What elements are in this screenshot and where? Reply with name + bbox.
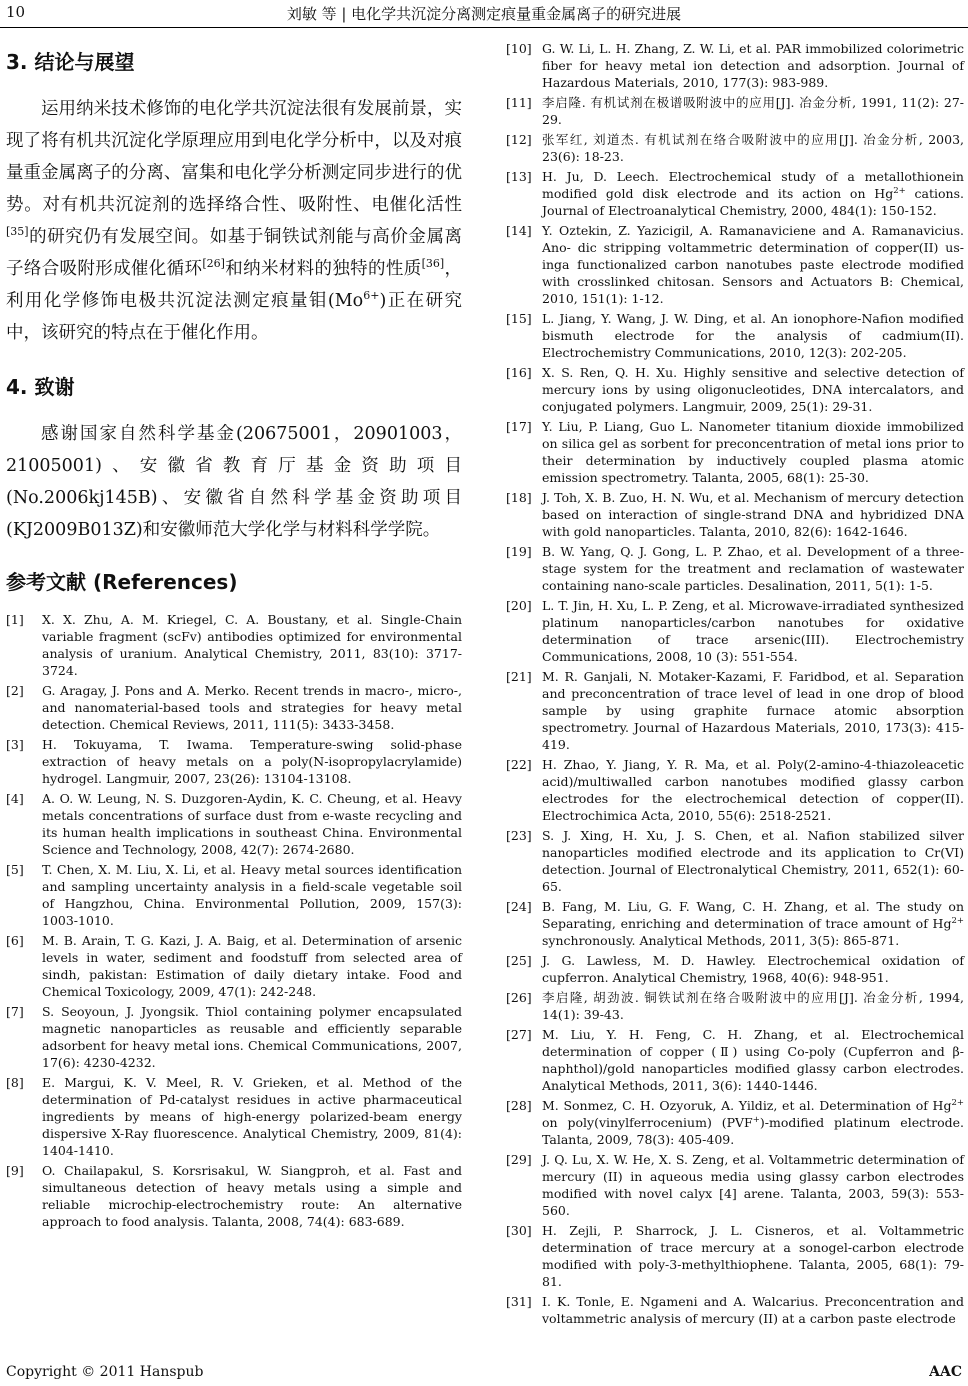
reference-text: J. Q. Lu, X. W. He, X. S. Zeng, et al. Voltammetric determination of mercury (II) in aqueous media using glassy carbon electrodes modified with novel calyx [4] arene. Talanta, 2003, 59(3): 553-560. bbox=[542, 1152, 964, 1218]
reference-number: [18] bbox=[506, 490, 532, 505]
reference-text: M. Liu, Y. H. Feng, C. H. Zhang, et al. Electrochemical determination of copper (Ⅱ) using Co-poly (Cupferron and β-naphthol)/gold nanoparticles modified glassy carbon electrodes. Analytical Methods, 2011, 3(6): 1440-1446. bbox=[542, 1027, 964, 1093]
reference-text: H. Tokuyama, T. Iwama. Temperature-swing solid-phase extraction of heavy metals on a poly(N-isopropylacrylamide) hydrogel. Langmuir, 2007, 23(26): 13104-13108. bbox=[42, 737, 462, 786]
superscript: 2+ bbox=[951, 1097, 964, 1108]
text-run: H. Ju, D. Leech. Electrochemical study of a metallothionein modified gold disk electrode and its action on Hg bbox=[542, 169, 964, 201]
reference-item bbox=[506, 364, 964, 415]
reference-item bbox=[6, 1003, 462, 1071]
reference-text: Y. Oztekin, Z. Yazicigil, A. Ramanaviciene and A. Ramanavicius. Ano- dic stripping voltammetric determination of copper(II) us-inga functionalized carbon nanotubes paste electrode modified with crosslinked chitosan. Sensors and Actuators B: Chemical, 2010, 151(1): 1-12. bbox=[542, 223, 964, 306]
reference-text: H. Zhao, Y. Jiang, Y. R. Ma, et al. Poly(2-amino-4-thiazoleacetic acid)/multiwalled carbon nanotubes modified glassy carbon electrodes for the electrochemical detection of copper(II). Electrochimica Acta, 2010, 55(6): 2518-2521. bbox=[542, 757, 964, 823]
text-run: )正在研究中，该研究的特点在于催化作用。 bbox=[6, 291, 463, 343]
reference-number: [20] bbox=[506, 598, 532, 613]
reference-item bbox=[506, 489, 964, 540]
reference-item bbox=[6, 1074, 462, 1159]
reference-number: [11] bbox=[506, 95, 532, 110]
reference-number: [28] bbox=[506, 1098, 532, 1113]
reference-text: X. S. Ren, Q. H. Xu. Highly sensitive and selective detection of mercury ions by using oligonucleotides, DNA intercalators, and conjugated polymers. Langmuir, 2009, 25(1): 29-31. bbox=[542, 365, 964, 414]
header-rule bbox=[0, 27, 968, 28]
reference-text: H. Zejli, P. Sharrock, J. L. Cisneros, et al. Voltammetric determination of trace mercury at a sonogel-carbon electrode modified with poly-3-methylthiophene. Talanta, 2005, 68(1): 79-81. bbox=[542, 1223, 964, 1289]
reference-item bbox=[506, 222, 964, 307]
reference-text: G. W. Li, L. H. Zhang, Z. W. Li, et al. PAR immobilized colorimetric fiber for heavy metal ion detection and adsorption. Journal of Hazardous Materials, 2010, 177(3): 983-989. bbox=[542, 41, 964, 90]
reference-text: Y. Liu, P. Liang, Guo L. Nanometer titanium dioxide immobilized on silica gel as sorbent for preconcentration of metal ions prior to their determination by inductively coupled plasma atomic emission spectrometry. Talanta, 2005, 68(1): 25-30. bbox=[542, 419, 964, 485]
reference-text: E. Margui, K. V. Meel, R. V. Grieken, et al. Method of the determination of Pd-catalyst residues in active pharmaceutical ingredients by means of high-energy polarized-beam energy dispersive X-Ray fluorescence. Analytical Chemistry, 2009, 81(4): 1404-1410. bbox=[42, 1075, 462, 1158]
reference-item bbox=[506, 40, 964, 91]
copyright: Copyright © 2011 Hanspub bbox=[6, 1364, 204, 1380]
reference-text: M. R. Ganjali, N. Motaker-Kazami, F. Faridbod, et al. Separation and preconcentration of trace level of lead in one drop of blood sample by using graphite furnace atomic absorption spectrometry. Journal of Hazardous Materials, 2010, 173(3): 415-419. bbox=[542, 669, 964, 752]
page-number: 10 bbox=[6, 3, 26, 21]
reference-text bbox=[542, 898, 964, 949]
reference-text: S. J. Xing, H. Xu, J. S. Chen, et al. Nafion stabilized silver nanoparticles modified electrode and its application to Cr(VI) detection. Journal of Electronalytical Chemistry, 2011, 652(1): 60-65. bbox=[542, 828, 964, 894]
reference-text: J. G. Lawless, M. D. Hawley. Electrochemical oxidation of cupferron. Analytical Chemistry, 1968, 40(6): 948-951. bbox=[542, 953, 964, 985]
reference-text: O. Chailapakul, S. Korsrisakul, W. Siangproh, et al. Fast and simultaneous detection of heavy metals using a simple and reliable microchip-electrochemistry route: An alternative approach to food analysis. Talanta, 2008, 74(4): 683-689. bbox=[42, 1163, 462, 1229]
reference-item bbox=[506, 756, 964, 824]
reference-text: 李启隆, 胡劲波. 铜铁试剂在络合吸附波中的应用[J]. 冶金分析, 1994, 14(1): 39-43. bbox=[542, 990, 964, 1022]
reference-number: [12] bbox=[506, 132, 532, 147]
reference-number: [19] bbox=[506, 544, 532, 559]
section-3-heading: 3. 结论与展望 bbox=[6, 50, 135, 74]
reference-item bbox=[506, 952, 964, 986]
text-run: B. Fang, M. Liu, G. F. Wang, C. H. Zhang, et al. The study on Separating, enriching and determination of trace amount of Hg bbox=[542, 899, 964, 931]
reference-number: [30] bbox=[506, 1223, 532, 1238]
reference-number: [2] bbox=[6, 683, 24, 698]
section-4-heading: 4. 致谢 bbox=[6, 375, 75, 399]
text-run: cations. Journal of Electroanalytical Chemistry, 2000, 484(1): 150-152. bbox=[542, 186, 964, 218]
reference-text: L. Jiang, Y. Wang, J. W. Ding, et al. An ionophore-Nafion modified bismuth electrode for the analysis of cadmium(II). Electrochemistry Communications, 2010, 12(3): 202-205. bbox=[542, 311, 964, 360]
left-column bbox=[6, 40, 462, 1233]
reference-number: [15] bbox=[506, 311, 532, 326]
references-heading: 参考文献 (References) bbox=[6, 570, 238, 594]
reference-item bbox=[506, 94, 964, 128]
reference-item bbox=[6, 790, 462, 858]
reference-text: M. B. Arain, T. G. Kazi, J. A. Baig, et al. Determination of arsenic levels in water, sediment and foodstuff from selected area of sindh, pakistan: Estimation of daily dietary intake. Food and Chemical Toxicology, 2009, 47(1): 242-248. bbox=[42, 933, 462, 999]
reference-number: [6] bbox=[6, 933, 24, 948]
text-run: 的研究仍有发展空间。如基于铜铁试剂能与高价金属离子络合吸附形成催化循环 bbox=[6, 227, 462, 279]
right-column bbox=[506, 40, 964, 1330]
page-footer bbox=[0, 1362, 968, 1384]
reference-number: [27] bbox=[506, 1027, 532, 1042]
reference-item bbox=[506, 168, 964, 219]
reference-number: [17] bbox=[506, 419, 532, 434]
acknowledgement-paragraph: 感谢国家自然科学基金(20675001，20901003，21005001)、安徽省教育厅基金资助项目(No.2006kj145B)、安徽省自然科学基金资助项目(KJ2009B013Z)和安徽师范大学化学与材料科学学院。 bbox=[6, 424, 462, 540]
reference-item bbox=[506, 898, 964, 949]
citation-36: [36] bbox=[421, 257, 445, 271]
text-run: on poly(vinylferrocenium) (PVF bbox=[542, 1115, 753, 1130]
superscript: 2+ bbox=[893, 185, 906, 196]
text-run: M. Sonmez, C. H. Ozyoruk, A. Yildiz, et al. Determination of Hg bbox=[542, 1098, 952, 1113]
reference-item bbox=[6, 736, 462, 787]
reference-text: S. Seoyoun, J. Jyongsik. Thiol containing polymer encapsulated magnetic nanoparticles as reusable and efficiently separable adsorbent for heavy metal ions. Chemical Communications, 2007, 17(6): 4230-4232. bbox=[42, 1004, 462, 1070]
reference-item bbox=[506, 310, 964, 361]
reference-number: [26] bbox=[506, 990, 532, 1005]
reference-number: [31] bbox=[506, 1294, 532, 1309]
text-run: 和纳米材料的独特的性质 bbox=[224, 259, 422, 279]
text-run: )-modified platinum electrode. Talanta, 2009, 78(3): 405-409. bbox=[542, 1115, 964, 1147]
mo-superscript: 6+ bbox=[363, 289, 380, 303]
reference-text: X. X. Zhu, A. M. Kriegel, C. A. Boustany, et al. Single-Chain variable fragment (scFv) antibodies optimized for environmental analysis of uranium. Analytical Chemistry, 2011, 83(10): 3717-3724. bbox=[42, 612, 462, 678]
reference-text: L. T. Jin, H. Xu, L. P. Zeng, et al. Microwave-irradiated synthesized platinum nanoparticles/carbon nanotubes for oxidative determination of trace arsenic(III). Electrochemistry Communications, 2008, 10 (3): 551-554. bbox=[542, 598, 964, 664]
reference-number: [16] bbox=[506, 365, 532, 380]
reference-text: B. W. Yang, Q. J. Gong, L. P. Zhao, et al. Development of a three-stage system for the treatment and reclamation of wastewater containing nano-scale particles. Desalination, 2011, 5(1): 1-5. bbox=[542, 544, 964, 593]
reference-item bbox=[506, 1222, 964, 1290]
reference-number: [13] bbox=[506, 169, 532, 184]
section-3-paragraph bbox=[6, 93, 462, 349]
reference-number: [25] bbox=[506, 953, 532, 968]
reference-text: G. Aragay, J. Pons and A. Merko. Recent trends in macro-, micro-, and nanomaterial-based tools and strategies for heavy metal detection. Chemical Reviews, 2011, 111(5): 3433-3458. bbox=[42, 683, 462, 732]
reference-item bbox=[506, 1026, 964, 1094]
reference-item bbox=[6, 611, 462, 679]
superscript: + bbox=[752, 1114, 760, 1125]
citation-26: [26] bbox=[202, 257, 225, 271]
reference-number: [14] bbox=[506, 223, 532, 238]
reference-number: [5] bbox=[6, 862, 24, 877]
journal-abbrev: AAC bbox=[929, 1364, 962, 1380]
reference-item bbox=[506, 1097, 964, 1148]
reference-item bbox=[506, 597, 964, 665]
reference-text bbox=[542, 1097, 964, 1148]
references-list-right bbox=[506, 40, 964, 1327]
reference-text: J. Toh, X. B. Zuo, H. N. Wu, et al. Mechanism of mercury detection based on interaction of single-strand DNA and hybridized DNA with gold nanoparticles. Talanta, 2010, 82(6): 1642-1646. bbox=[542, 490, 964, 539]
reference-number: [22] bbox=[506, 757, 532, 772]
superscript: 2+ bbox=[951, 915, 964, 926]
reference-item bbox=[506, 1151, 964, 1219]
reference-number: [7] bbox=[6, 1004, 24, 1019]
reference-text: 张军红, 刘道杰. 有机试剂在络合吸附波中的应用[J]. 冶金分析, 2003, 23(6): 18-23. bbox=[542, 132, 964, 164]
reference-number: [8] bbox=[6, 1075, 24, 1090]
reference-item bbox=[506, 418, 964, 486]
text-run: 运用纳米技术修饰的电化学共沉淀法很有发展前景，实现了将有机共沉淀化学原理应用到电化学分析中，以及对痕量重金属离子的分离、富集和电化学分析测定同步进行的优势。对有机共沉淀剂的选择络合性、吸附性、电催化活性 bbox=[6, 99, 462, 215]
reference-text: 李启隆. 有机试剂在极谱吸附波中的应用[J]. 冶金分析, 1991, 11(2): 27-29. bbox=[542, 95, 964, 127]
reference-number: [23] bbox=[506, 828, 532, 843]
reference-item bbox=[6, 682, 462, 733]
reference-item bbox=[506, 989, 964, 1023]
text-run: ，利用化学修饰电极共沉淀法测定痕量钼(Mo bbox=[6, 259, 463, 311]
reference-item bbox=[6, 1162, 462, 1230]
reference-number: [10] bbox=[506, 41, 532, 56]
reference-number: [3] bbox=[6, 737, 24, 752]
text-run: synchronously. Analytical Methods, 2011, 3(5): 865-871. bbox=[542, 933, 900, 948]
reference-item bbox=[506, 131, 964, 165]
reference-text: I. K. Tonle, E. Ngameni and A. Walcarius. Preconcentration and voltammetric analysis of mercury (II) at a carbon paste electrode bbox=[542, 1294, 964, 1326]
reference-item bbox=[506, 1293, 964, 1327]
reference-text: A. O. W. Leung, N. S. Duzgoren-Aydin, K. C. Cheung, et al. Heavy metals concentrations of surface dust from e-waste recycling and its human health implications in southeast China. Environmental Science and Technology, 2008, 42(7): 2674-2680. bbox=[42, 791, 462, 857]
citation-35: [35] bbox=[6, 225, 29, 239]
reference-item bbox=[6, 861, 462, 929]
reference-item bbox=[6, 932, 462, 1000]
reference-number: [24] bbox=[506, 899, 532, 914]
reference-number: [4] bbox=[6, 791, 24, 806]
references-list-left bbox=[6, 611, 462, 1230]
page-header bbox=[0, 0, 968, 28]
reference-number: [29] bbox=[506, 1152, 532, 1167]
reference-text bbox=[542, 168, 964, 219]
reference-item bbox=[506, 827, 964, 895]
reference-item bbox=[506, 668, 964, 753]
reference-text: T. Chen, X. M. Liu, X. Li, et al. Heavy metal sources identification and sampling uncertainty analysis in a field-scale vegetable soil of Hangzhou, China. Environmental Pollution, 2009, 157(3): 1003-1010. bbox=[42, 862, 462, 928]
running-title: 刘敏 等 | 电化学共沉淀分离测定痕量重金属离子的研究进展 bbox=[286, 5, 682, 23]
reference-number: [9] bbox=[6, 1163, 24, 1178]
reference-item bbox=[506, 543, 964, 594]
reference-number: [21] bbox=[506, 669, 532, 684]
reference-number: [1] bbox=[6, 612, 24, 627]
